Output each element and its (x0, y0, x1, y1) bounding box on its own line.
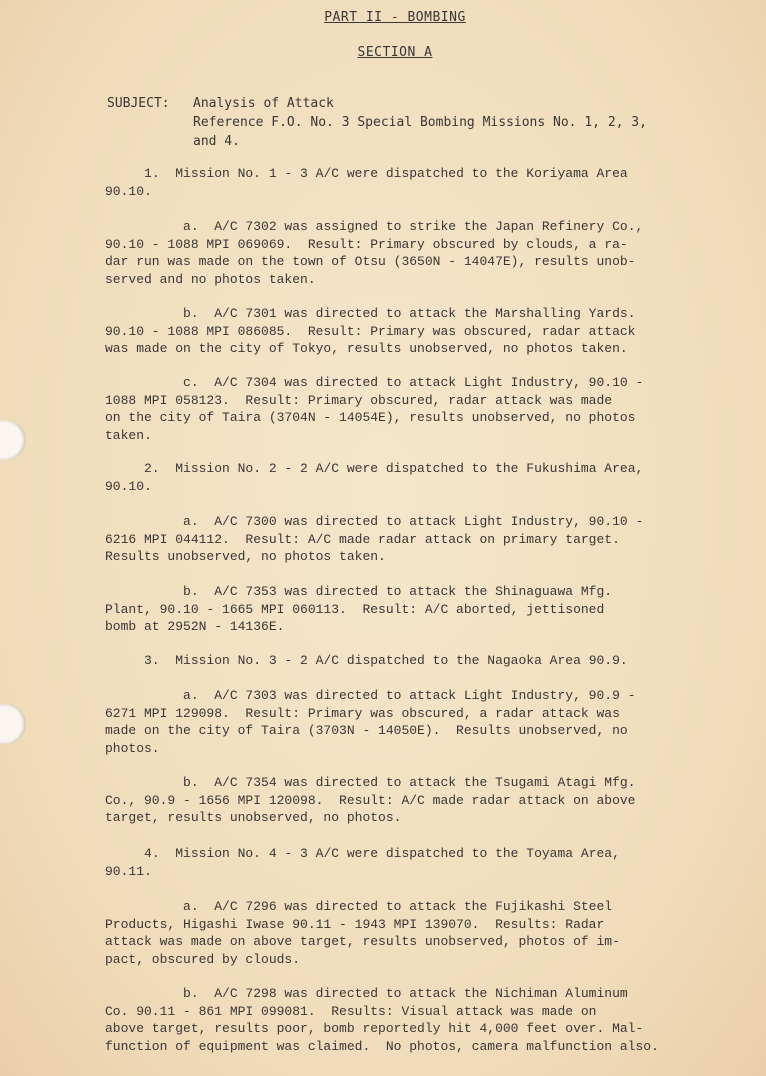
mission-2-paragraph: 2. Mission No. 2 - 2 A/C were dispatched to the Fukushima Area, 90.10. (105, 461, 644, 494)
subject-label: SUBJECT: (107, 96, 170, 111)
mission-3a-paragraph: a. A/C 7303 was directed to attack Light Industry, 90.9 - 6271 MPI 129098. Result: Primary was obscured, a radar attack was made on the city of Taira (3703N - 14050E). Results unobserved, no photos. (105, 688, 636, 756)
mission-2b-paragraph: b. A/C 7353 was directed to attack the Shinaguawa Mfg. Plant, 90.10 - 1665 MPI 060113. Result: A/C aborted, jettisoned bomb at 2952N - 14136E. (105, 584, 613, 634)
mission-1a-paragraph: a. A/C 7302 was assigned to strike the Japan Refinery Co., 90.10 - 1088 MPI 069069. Result: Primary obscured by clouds, a ra- dar run was made on the town of Otsu (3650N - 14047E), results unob- served and no photos taken. (105, 219, 644, 287)
subject-line: and 4. (193, 134, 240, 149)
punch-hole (0, 420, 26, 460)
subject-line: Reference F.O. No. 3 Special Bombing Missions No. 1, 2, 3, (193, 115, 647, 130)
mission-4a-paragraph: a. A/C 7296 was directed to attack the Fujikashi Steel Products, Higashi Iwase 90.11 - 1943 MPI 139070. Results: Radar attack was made on above target, results unobserved, photos of im- pact, obscured by clouds. (105, 899, 620, 967)
mission-4-paragraph: 4. Mission No. 4 - 3 A/C were dispatched to the Toyama Area, 90.11. (105, 846, 620, 879)
mission-3-paragraph: 3. Mission No. 3 - 2 A/C dispatched to the Nagaoka Area 90.9. (105, 653, 628, 668)
mission-1b-paragraph: b. A/C 7301 was directed to attack the Marshalling Yards. 90.10 - 1088 MPI 086085. Result: Primary was obscured, radar attack was made on the city of Tokyo, results unobserved, no photos taken. (105, 306, 636, 356)
subject-line: Analysis of Attack (193, 96, 334, 111)
part-heading: PART II - BOMBING (324, 10, 466, 25)
mission-4b-paragraph: b. A/C 7298 was directed to attack the Nichiman Aluminum Co. 90.11 - 861 MPI 099081. Results: Visual attack was made on above target, results poor, bomb reportedly hit 4,000 feet over. Mal- function of equipment was claimed. No photos, camera malfunction also. (105, 986, 659, 1054)
section-heading: SECTION A (357, 45, 433, 60)
mission-2a-paragraph: a. A/C 7300 was directed to attack Light Industry, 90.10 - 6216 MPI 044112. Result: A/C made radar attack on primary target. Results unobserved, no photos taken. (105, 514, 644, 564)
subject-text (193, 94, 713, 151)
mission-3b-paragraph: b. A/C 7354 was directed to attack the Tsugami Atagi Mfg. Co., 90.9 - 1656 MPI 120098. Result: A/C made radar attack on above target, results unobserved, no photos. (105, 775, 636, 825)
punch-hole (0, 704, 26, 744)
mission-1-paragraph: 1. Mission No. 1 - 3 A/C were dispatched to the Koriyama Area 90.10. (105, 166, 628, 199)
mission-1c-paragraph: c. A/C 7304 was directed to attack Light Industry, 90.10 - 1088 MPI 058123. Result: Primary obscured, radar attack was made on the city of Taira (3704N - 14054E), results unobserved, no photos taken. (105, 375, 644, 443)
